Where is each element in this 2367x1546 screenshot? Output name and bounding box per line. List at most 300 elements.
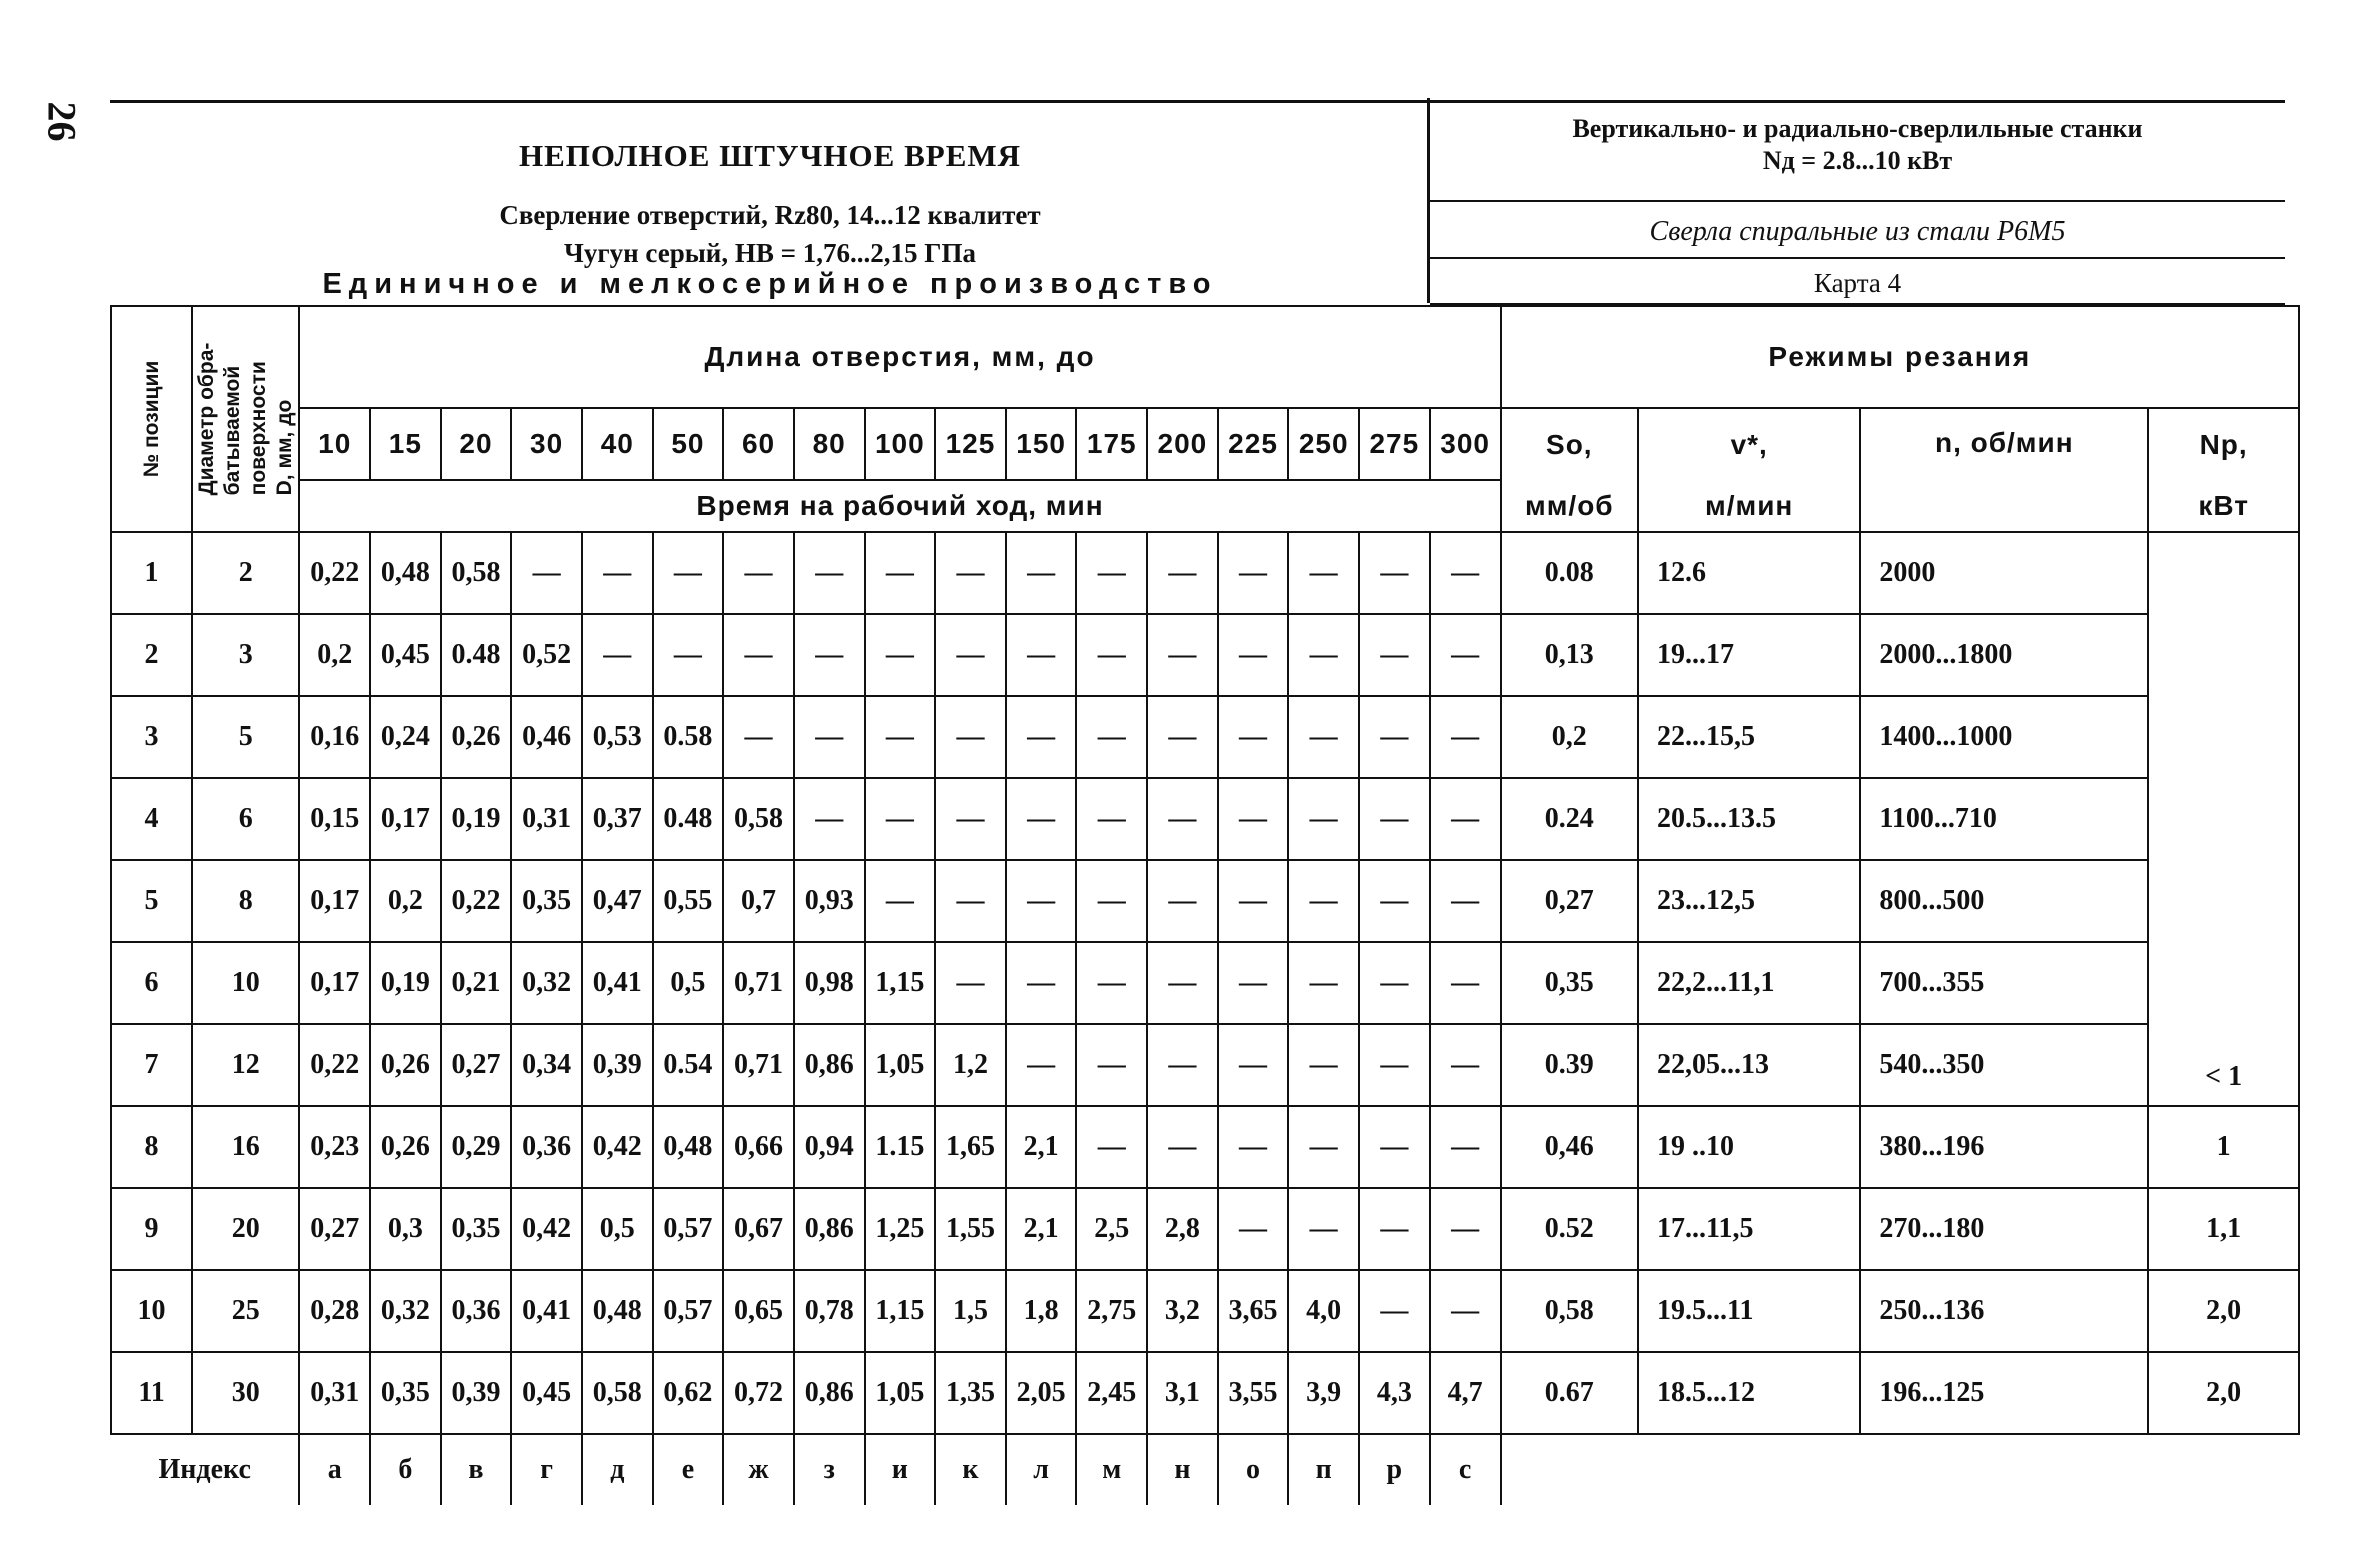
index-label: Индекс bbox=[111, 1434, 299, 1505]
rpm-cell: 700...355 bbox=[1860, 942, 2148, 1024]
feed-cell: 0,35 bbox=[1501, 942, 1638, 1024]
time-cell: 0,66 bbox=[723, 1106, 794, 1188]
time-cell: — bbox=[653, 614, 724, 696]
time-cell: 0,35 bbox=[511, 860, 582, 942]
time-cell: 0,65 bbox=[723, 1270, 794, 1352]
time-cell: — bbox=[1218, 696, 1289, 778]
time-cell: — bbox=[1147, 778, 1218, 860]
time-cell: — bbox=[1076, 532, 1147, 614]
index-cell: к bbox=[935, 1434, 1006, 1505]
speed-header: v*, bbox=[1638, 408, 1860, 480]
time-cell: 0,32 bbox=[370, 1270, 441, 1352]
time-cell: 0,57 bbox=[653, 1188, 724, 1270]
time-cell: — bbox=[1430, 614, 1501, 696]
time-cell: 0,35 bbox=[370, 1352, 441, 1434]
time-cell: — bbox=[1218, 1188, 1289, 1270]
table-row bbox=[111, 778, 2299, 860]
time-cell: 0,26 bbox=[441, 696, 512, 778]
machine-title: Вертикально- и радиально-сверлильные станки bbox=[1572, 114, 2143, 143]
time-cell: 2,1 bbox=[1006, 1106, 1077, 1188]
time-cell: — bbox=[1359, 532, 1430, 614]
divider bbox=[1430, 257, 2285, 259]
time-cell: 0,48 bbox=[653, 1106, 724, 1188]
diameter-cell: 2 bbox=[192, 532, 299, 614]
time-cell: — bbox=[1430, 1270, 1501, 1352]
time-cell: — bbox=[865, 778, 936, 860]
time-cell: 0,41 bbox=[511, 1270, 582, 1352]
feed-cell: 0.24 bbox=[1501, 778, 1638, 860]
index-cell: а bbox=[299, 1434, 370, 1505]
table-row bbox=[111, 1270, 2299, 1352]
time-cell: — bbox=[935, 860, 1006, 942]
time-cell: 0,17 bbox=[299, 942, 370, 1024]
time-cell: — bbox=[1076, 778, 1147, 860]
time-cell: — bbox=[1359, 1188, 1430, 1270]
time-cell: — bbox=[1147, 1106, 1218, 1188]
table-row bbox=[111, 1352, 2299, 1434]
index-blank bbox=[1501, 1434, 2299, 1505]
index-cell: б bbox=[370, 1434, 441, 1505]
index-cell: в bbox=[441, 1434, 512, 1505]
speed-cell: 20.5...13.5 bbox=[1638, 778, 1860, 860]
time-cell: 0,31 bbox=[299, 1352, 370, 1434]
time-cell: 2,1 bbox=[1006, 1188, 1077, 1270]
rpm-cell: 2000 bbox=[1860, 532, 2148, 614]
rpm-cell: 1100...710 bbox=[1860, 778, 2148, 860]
time-cell: — bbox=[1359, 614, 1430, 696]
time-cell: 0,71 bbox=[723, 942, 794, 1024]
time-cell: 0,7 bbox=[723, 860, 794, 942]
rpm-cell: 540...350 bbox=[1860, 1024, 2148, 1106]
power-header: Nр, bbox=[2148, 408, 2299, 480]
time-cell: 0,55 bbox=[653, 860, 724, 942]
position-header-text: № позиции bbox=[139, 360, 163, 478]
time-cell: 0,67 bbox=[723, 1188, 794, 1270]
position-cell: 5 bbox=[111, 860, 192, 942]
length-value: 10 bbox=[299, 408, 370, 480]
time-cell: 0,57 bbox=[653, 1270, 724, 1352]
time-cell: — bbox=[1288, 942, 1359, 1024]
time-cell: — bbox=[1430, 696, 1501, 778]
diameter-header bbox=[192, 306, 299, 532]
time-cell: — bbox=[1288, 1024, 1359, 1106]
time-cell: 0.48 bbox=[441, 614, 512, 696]
time-cell: 0,86 bbox=[794, 1188, 865, 1270]
diameter-header-text bbox=[194, 343, 298, 496]
time-cell: 1,05 bbox=[865, 1352, 936, 1434]
time-cell: 0,22 bbox=[299, 532, 370, 614]
time-cell: 0,24 bbox=[370, 696, 441, 778]
time-cell: — bbox=[1006, 696, 1077, 778]
length-value: 80 bbox=[794, 408, 865, 480]
time-cell: — bbox=[1218, 860, 1289, 942]
time-cell: 2,05 bbox=[1006, 1352, 1077, 1434]
time-cell: 0,27 bbox=[299, 1188, 370, 1270]
page-number: 26 bbox=[39, 101, 85, 142]
time-cell: 0,86 bbox=[794, 1024, 865, 1106]
time-cell: — bbox=[1430, 532, 1501, 614]
length-value: 40 bbox=[582, 408, 653, 480]
time-cell: 0,48 bbox=[582, 1270, 653, 1352]
table-row bbox=[111, 1024, 2299, 1106]
time-cell: — bbox=[1359, 942, 1430, 1024]
time-cell: 0,98 bbox=[794, 942, 865, 1024]
time-cell: 0.54 bbox=[653, 1024, 724, 1106]
power-cell: 1,1 bbox=[2148, 1188, 2299, 1270]
time-cell: 0,21 bbox=[441, 942, 512, 1024]
length-value: 200 bbox=[1147, 408, 1218, 480]
rpm-cell: 2000...1800 bbox=[1860, 614, 2148, 696]
time-cell: 0,16 bbox=[299, 696, 370, 778]
diameter-header-line: батываемой bbox=[220, 365, 244, 496]
power-cell: 2,0 bbox=[2148, 1352, 2299, 1434]
time-cell: — bbox=[1288, 860, 1359, 942]
time-cell: 4,7 bbox=[1430, 1352, 1501, 1434]
time-cell: — bbox=[1006, 532, 1077, 614]
time-cell: — bbox=[1288, 778, 1359, 860]
time-cell: 0,35 bbox=[441, 1188, 512, 1270]
time-cell: — bbox=[1147, 860, 1218, 942]
time-cell: — bbox=[1218, 942, 1289, 1024]
time-cell: — bbox=[1430, 942, 1501, 1024]
time-cell: 0,26 bbox=[370, 1024, 441, 1106]
time-cell: 0,42 bbox=[582, 1106, 653, 1188]
index-cell: г bbox=[511, 1434, 582, 1505]
time-cell: 0,42 bbox=[511, 1188, 582, 1270]
time-cell: — bbox=[1006, 1024, 1077, 1106]
speed-cell: 12.6 bbox=[1638, 532, 1860, 614]
length-value: 15 bbox=[370, 408, 441, 480]
diameter-cell: 20 bbox=[192, 1188, 299, 1270]
diameter-cell: 8 bbox=[192, 860, 299, 942]
speed-cell: 18.5...12 bbox=[1638, 1352, 1860, 1434]
table-row bbox=[111, 696, 2299, 778]
power-cell: 2,0 bbox=[2148, 1270, 2299, 1352]
time-cell: — bbox=[1359, 696, 1430, 778]
feed-cell: 0,27 bbox=[1501, 860, 1638, 942]
time-cell: 0,15 bbox=[299, 778, 370, 860]
time-cell: 0,28 bbox=[299, 1270, 370, 1352]
time-cell: — bbox=[1288, 696, 1359, 778]
time-cell: — bbox=[1288, 1106, 1359, 1188]
time-cell: — bbox=[1288, 532, 1359, 614]
length-value: 250 bbox=[1288, 408, 1359, 480]
time-cell: — bbox=[1147, 942, 1218, 1024]
index-cell: з bbox=[794, 1434, 865, 1505]
diameter-cell: 6 bbox=[192, 778, 299, 860]
position-cell: 6 bbox=[111, 942, 192, 1024]
machine-power: Nд = 2.8...10 кВт bbox=[1762, 146, 1953, 175]
time-cell: 0,48 bbox=[370, 532, 441, 614]
diameter-header-line: Диаметр обра- bbox=[194, 342, 218, 496]
time-cell: 0,36 bbox=[441, 1270, 512, 1352]
time-cell: — bbox=[1359, 1106, 1430, 1188]
time-cell: 3,9 bbox=[1288, 1352, 1359, 1434]
index-cell: с bbox=[1430, 1434, 1501, 1505]
time-cell: 0,71 bbox=[723, 1024, 794, 1106]
time-cell: 0,27 bbox=[441, 1024, 512, 1106]
speed-cell: 19.5...11 bbox=[1638, 1270, 1860, 1352]
diameter-cell: 3 bbox=[192, 614, 299, 696]
time-cell: — bbox=[1430, 860, 1501, 942]
speed-cell: 19 ..10 bbox=[1638, 1106, 1860, 1188]
speed-cell: 22,05...13 bbox=[1638, 1024, 1860, 1106]
time-cell: 0,58 bbox=[441, 532, 512, 614]
time-cell: — bbox=[1430, 1024, 1501, 1106]
time-cell: 1,2 bbox=[935, 1024, 1006, 1106]
time-cell: 1.15 bbox=[865, 1106, 936, 1188]
time-cell: 0,26 bbox=[370, 1106, 441, 1188]
power-cell: < 1 bbox=[2148, 532, 2299, 1106]
time-header: Время на рабочий ход, мин bbox=[299, 480, 1500, 532]
time-cell: — bbox=[1006, 860, 1077, 942]
length-value: 125 bbox=[935, 408, 1006, 480]
operation-subtitle: Сверление отверстий, Rz80, 14...12 квалитет bbox=[499, 200, 1041, 230]
index-cell: р bbox=[1359, 1434, 1430, 1505]
time-cell: 0,22 bbox=[299, 1024, 370, 1106]
time-cell: 0,2 bbox=[299, 614, 370, 696]
time-cell: — bbox=[1147, 532, 1218, 614]
time-cell: — bbox=[935, 696, 1006, 778]
time-cell: 3,65 bbox=[1218, 1270, 1289, 1352]
time-cell: 0,22 bbox=[441, 860, 512, 942]
time-cell: 0,39 bbox=[582, 1024, 653, 1106]
time-cell: 4,3 bbox=[1359, 1352, 1430, 1434]
speed-cell: 17...11,5 bbox=[1638, 1188, 1860, 1270]
time-cell: — bbox=[582, 614, 653, 696]
position-cell: 11 bbox=[111, 1352, 192, 1434]
time-cell: 1,35 bbox=[935, 1352, 1006, 1434]
time-cell: — bbox=[794, 532, 865, 614]
time-cell: 1,15 bbox=[865, 942, 936, 1024]
time-cell: 0,94 bbox=[794, 1106, 865, 1188]
time-cell: 0,3 bbox=[370, 1188, 441, 1270]
length-value: 20 bbox=[441, 408, 512, 480]
feed-cell: 0,2 bbox=[1501, 696, 1638, 778]
time-cell: 0,19 bbox=[370, 942, 441, 1024]
time-cell: 0.58 bbox=[653, 696, 724, 778]
time-cell: — bbox=[935, 614, 1006, 696]
time-cell: 3,55 bbox=[1218, 1352, 1289, 1434]
title-block bbox=[110, 100, 1430, 305]
speed-cell: 22...15,5 bbox=[1638, 696, 1860, 778]
time-cell: — bbox=[1076, 1106, 1147, 1188]
time-cell: — bbox=[1218, 1024, 1289, 1106]
time-table bbox=[110, 305, 2300, 1505]
time-cell: — bbox=[582, 532, 653, 614]
power-cell: 1 bbox=[2148, 1106, 2299, 1188]
index-cell: м bbox=[1076, 1434, 1147, 1505]
time-cell: 3,1 bbox=[1147, 1352, 1218, 1434]
diameter-cell: 30 bbox=[192, 1352, 299, 1434]
diameter-cell: 12 bbox=[192, 1024, 299, 1106]
index-cell: о bbox=[1218, 1434, 1289, 1505]
time-cell: 1,5 bbox=[935, 1270, 1006, 1352]
length-value: 175 bbox=[1076, 408, 1147, 480]
rpm-cell: 800...500 bbox=[1860, 860, 2148, 942]
time-cell: 0,62 bbox=[653, 1352, 724, 1434]
page-title: НЕПОЛНОЕ ШТУЧНОЕ ВРЕМЯ bbox=[518, 138, 1022, 173]
time-cell: 0,45 bbox=[511, 1352, 582, 1434]
table-row bbox=[111, 942, 2299, 1024]
length-value: 100 bbox=[865, 408, 936, 480]
time-cell: — bbox=[1076, 942, 1147, 1024]
time-cell: 0,72 bbox=[723, 1352, 794, 1434]
production-subtitle: Единичное и мелкосерийное производство bbox=[322, 268, 1218, 300]
diameter-header-line: поверхности bbox=[246, 361, 270, 496]
length-value: 225 bbox=[1218, 408, 1289, 480]
time-cell: 0,31 bbox=[511, 778, 582, 860]
time-cell: 0,2 bbox=[370, 860, 441, 942]
time-cell: — bbox=[1218, 778, 1289, 860]
rpm-cell: 250...136 bbox=[1860, 1270, 2148, 1352]
length-value: 150 bbox=[1006, 408, 1077, 480]
time-cell: — bbox=[1006, 942, 1077, 1024]
time-cell: 0,47 bbox=[582, 860, 653, 942]
feed-cell: 0.52 bbox=[1501, 1188, 1638, 1270]
time-cell: — bbox=[723, 614, 794, 696]
time-cell: 1,15 bbox=[865, 1270, 936, 1352]
time-cell: 0,53 bbox=[582, 696, 653, 778]
position-cell: 10 bbox=[111, 1270, 192, 1352]
feed-unit: мм/об bbox=[1501, 480, 1638, 532]
position-cell: 9 bbox=[111, 1188, 192, 1270]
time-cell: — bbox=[1430, 1106, 1501, 1188]
power-unit: кВт bbox=[2148, 480, 2299, 532]
time-cell: 1,05 bbox=[865, 1024, 936, 1106]
time-cell: 0,45 bbox=[370, 614, 441, 696]
feed-cell: 0,13 bbox=[1501, 614, 1638, 696]
index-cell: л bbox=[1006, 1434, 1077, 1505]
feed-cell: 0.08 bbox=[1501, 532, 1638, 614]
table-row bbox=[111, 860, 2299, 942]
length-value: 300 bbox=[1430, 408, 1501, 480]
rpm-cell: 270...180 bbox=[1860, 1188, 2148, 1270]
time-cell: — bbox=[865, 614, 936, 696]
time-cell: 0,58 bbox=[723, 778, 794, 860]
length-header: Длина отверстия, мм, до bbox=[299, 306, 1500, 408]
position-cell: 4 bbox=[111, 778, 192, 860]
time-cell: 2,8 bbox=[1147, 1188, 1218, 1270]
time-cell: — bbox=[653, 532, 724, 614]
time-cell: 2,5 bbox=[1076, 1188, 1147, 1270]
time-cell: 2,45 bbox=[1076, 1352, 1147, 1434]
time-cell: — bbox=[1147, 614, 1218, 696]
time-cell: 0,37 bbox=[582, 778, 653, 860]
material-subtitle: Чугун серый, НВ = 1,76...2,15 ГПа bbox=[564, 238, 976, 268]
speed-unit: м/мин bbox=[1638, 480, 1860, 532]
index-cell: д bbox=[582, 1434, 653, 1505]
position-header bbox=[111, 306, 192, 532]
index-cell: е bbox=[653, 1434, 724, 1505]
time-cell: 1,25 bbox=[865, 1188, 936, 1270]
time-cell: 0.48 bbox=[653, 778, 724, 860]
rpm-cell: 1400...1000 bbox=[1860, 696, 2148, 778]
time-cell: 0,34 bbox=[511, 1024, 582, 1106]
speed-cell: 22,2...11,1 bbox=[1638, 942, 1860, 1024]
time-cell: — bbox=[1218, 614, 1289, 696]
time-cell: — bbox=[1147, 696, 1218, 778]
feed-cell: 0,46 bbox=[1501, 1106, 1638, 1188]
time-cell: — bbox=[1006, 778, 1077, 860]
time-cell: — bbox=[865, 860, 936, 942]
length-value: 50 bbox=[653, 408, 724, 480]
feed-cell: 0,58 bbox=[1501, 1270, 1638, 1352]
index-cell: и bbox=[865, 1434, 936, 1505]
time-cell: 0,5 bbox=[653, 942, 724, 1024]
diameter-cell: 16 bbox=[192, 1106, 299, 1188]
feed-header: So, bbox=[1501, 408, 1638, 480]
time-cell: — bbox=[1076, 696, 1147, 778]
divider bbox=[1430, 200, 2285, 202]
speed-cell: 19...17 bbox=[1638, 614, 1860, 696]
time-cell: 1,55 bbox=[935, 1188, 1006, 1270]
time-cell: 4,0 bbox=[1288, 1270, 1359, 1352]
time-cell: — bbox=[1006, 614, 1077, 696]
time-cell: 3,2 bbox=[1147, 1270, 1218, 1352]
length-value: 30 bbox=[511, 408, 582, 480]
time-cell: — bbox=[794, 614, 865, 696]
position-cell: 7 bbox=[111, 1024, 192, 1106]
time-cell: 0,5 bbox=[582, 1188, 653, 1270]
position-cell: 2 bbox=[111, 614, 192, 696]
rpm-header: n, об/мин bbox=[1860, 408, 2148, 532]
time-cell: 0,29 bbox=[441, 1106, 512, 1188]
position-cell: 3 bbox=[111, 696, 192, 778]
time-cell: — bbox=[1359, 1024, 1430, 1106]
time-cell: — bbox=[935, 532, 1006, 614]
length-value: 275 bbox=[1359, 408, 1430, 480]
time-cell: — bbox=[1288, 1188, 1359, 1270]
time-cell: 0,93 bbox=[794, 860, 865, 942]
time-cell: 0,39 bbox=[441, 1352, 512, 1434]
rpm-cell: 380...196 bbox=[1860, 1106, 2148, 1188]
diameter-header-line: D, мм, до bbox=[272, 399, 296, 496]
time-cell: 0,46 bbox=[511, 696, 582, 778]
time-cell: — bbox=[1359, 860, 1430, 942]
time-cell: — bbox=[1218, 1106, 1289, 1188]
table-row bbox=[111, 1188, 2299, 1270]
diameter-cell: 5 bbox=[192, 696, 299, 778]
position-cell: 1 bbox=[111, 532, 192, 614]
index-cell: п bbox=[1288, 1434, 1359, 1505]
time-cell: 0,86 bbox=[794, 1352, 865, 1434]
time-cell: — bbox=[865, 696, 936, 778]
speed-cell: 23...12,5 bbox=[1638, 860, 1860, 942]
time-cell: 0,41 bbox=[582, 942, 653, 1024]
time-cell: — bbox=[1430, 778, 1501, 860]
card-label: Карта 4 bbox=[1813, 268, 1902, 298]
time-cell: 2,75 bbox=[1076, 1270, 1147, 1352]
time-cell: — bbox=[1430, 1188, 1501, 1270]
time-cell: 0,23 bbox=[299, 1106, 370, 1188]
time-cell: — bbox=[1147, 1024, 1218, 1106]
time-cell: — bbox=[723, 696, 794, 778]
time-cell: — bbox=[723, 532, 794, 614]
table-row bbox=[111, 1106, 2299, 1188]
time-cell: 0,17 bbox=[299, 860, 370, 942]
length-value: 60 bbox=[723, 408, 794, 480]
time-cell: — bbox=[1359, 1270, 1430, 1352]
feed-cell: 0.39 bbox=[1501, 1024, 1638, 1106]
table-row bbox=[111, 532, 2299, 614]
time-cell: — bbox=[935, 778, 1006, 860]
time-cell: 1,65 bbox=[935, 1106, 1006, 1188]
index-cell: н bbox=[1147, 1434, 1218, 1505]
time-cell: — bbox=[1218, 532, 1289, 614]
tool-label: Сверла спиральные из стали Р6М5 bbox=[1649, 216, 2066, 247]
time-cell: — bbox=[1076, 860, 1147, 942]
